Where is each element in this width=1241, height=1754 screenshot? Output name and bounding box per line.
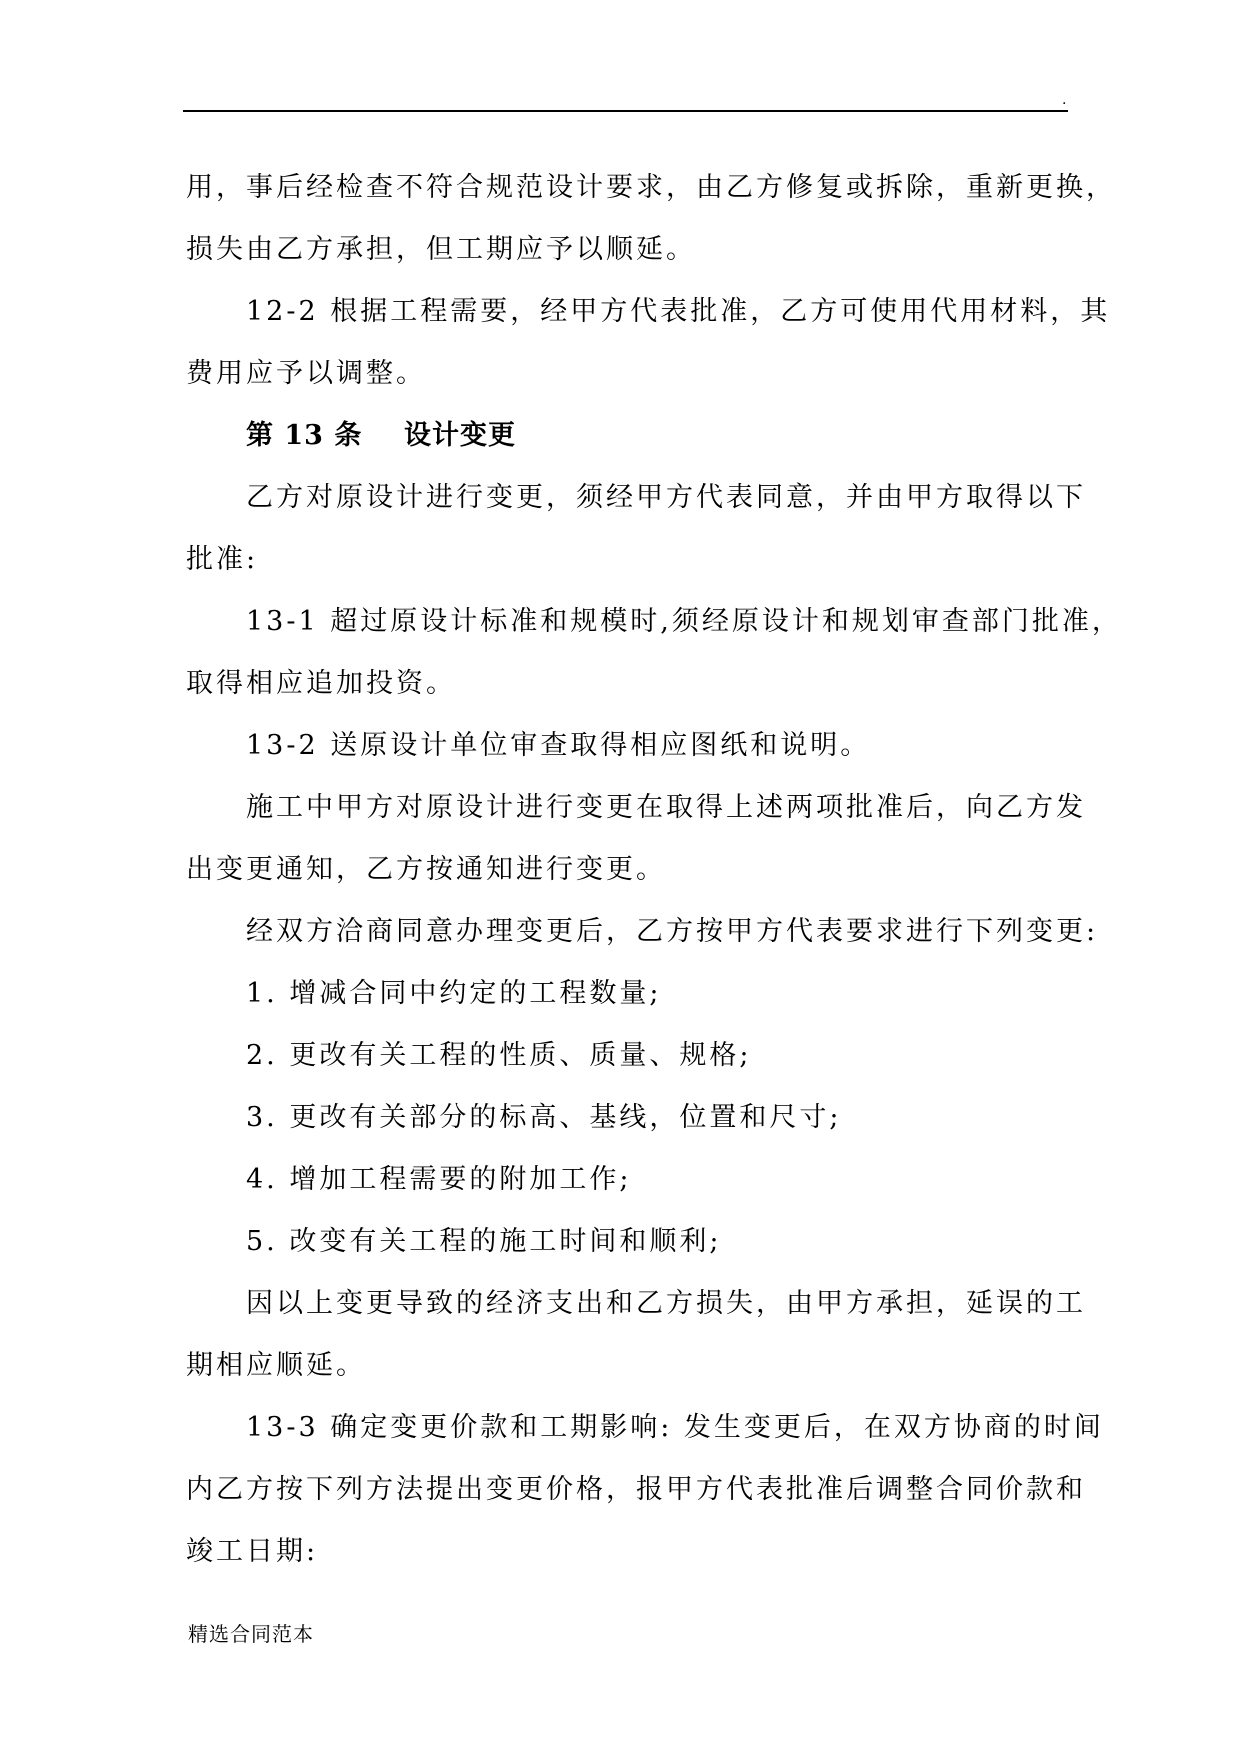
paragraph-1-line-2: 损失由乙方承担，但工期应予以顺延。 <box>186 234 696 265</box>
paragraph-6-line-2: 出变更通知，乙方按通知进行变更。 <box>186 854 666 885</box>
paragraph-5-line-1: 13-2 送原设计单位审查取得相应图纸和说明。 <box>246 730 871 761</box>
paragraph-9-line-3: 竣工日期: <box>186 1536 319 1567</box>
paragraph-3-line-1: 乙方对原设计进行变更，须经甲方代表同意，并由甲方取得以下 <box>246 482 1086 513</box>
paragraph-4-line-2: 取得相应追加投资。 <box>186 668 456 699</box>
paragraph-4-line-1: 13-1 超过原设计标准和规模时,须经原设计和规划审查部门批准， <box>246 606 1122 637</box>
paragraph-9-line-2: 内乙方按下列方法提出变更价格，报甲方代表批准后调整合同价款和 <box>186 1474 1086 1505</box>
article-number: 第 13 条 <box>246 420 363 451</box>
paragraph-8-line-2: 期相应顺延。 <box>186 1350 366 1381</box>
footer-text: 精选合同范本 <box>188 1622 314 1646</box>
paragraph-3-line-2: 批准: <box>186 544 259 575</box>
list-item-5: 5. 改变有关工程的施工时间和顺利; <box>246 1226 722 1257</box>
list-item-2: 2. 更改有关工程的性质、质量、规格; <box>246 1040 752 1071</box>
list-item-3: 3. 更改有关部分的标高、基线，位置和尺寸; <box>246 1102 842 1133</box>
paragraph-6-line-1: 施工中甲方对原设计进行变更在取得上述两项批准后，向乙方发 <box>246 792 1086 823</box>
paragraph-1-line-1: 用，事后经检查不符合规范设计要求，由乙方修复或拆除，重新更换， <box>186 172 1116 203</box>
paragraph-2-line-1: 12-2 根据工程需要，经甲方代表批准，乙方可使用代用材料，其 <box>246 296 1111 327</box>
header-rule <box>183 110 1068 112</box>
article-title: 设计变更 <box>404 420 516 451</box>
list-item-1: 1. 增减合同中约定的工程数量; <box>246 978 662 1009</box>
paragraph-8-line-1: 因以上变更导致的经济支出和乙方损失，由甲方承担，延误的工 <box>246 1288 1086 1319</box>
paragraph-7-line-1: 经双方洽商同意办理变更后，乙方按甲方代表要求进行下列变更: <box>246 916 1099 947</box>
header-mark: . <box>1062 92 1067 108</box>
paragraph-2-line-2: 费用应予以调整。 <box>186 358 426 389</box>
list-item-4: 4. 增加工程需要的附加工作; <box>246 1164 632 1195</box>
paragraph-9-line-1: 13-3 确定变更价款和工期影响: 发生变更后，在双方协商的时间 <box>246 1412 1104 1443</box>
